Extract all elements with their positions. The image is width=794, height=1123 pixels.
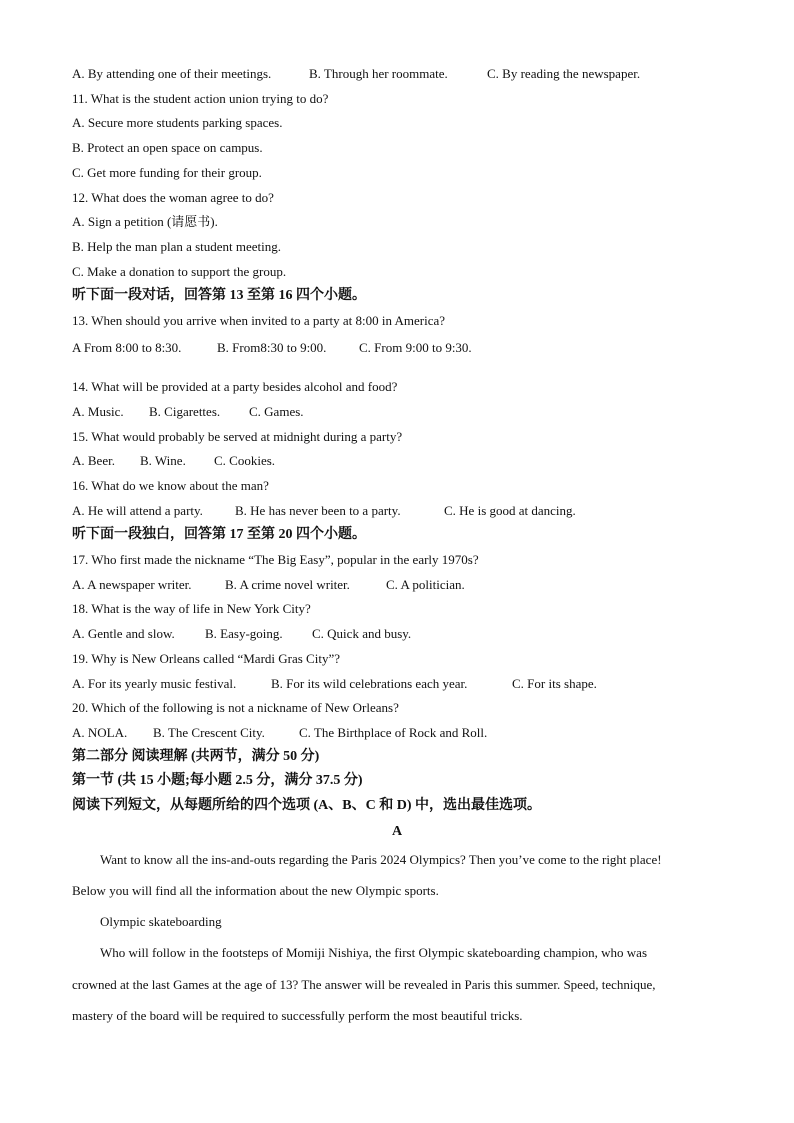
- q13-option-a: A From 8:00 to 8:30.: [72, 340, 182, 355]
- q10-option-a: A. By attending one of their meetings.: [72, 66, 272, 81]
- q13-option-c: C. From 9:00 to 9:30.: [359, 340, 472, 355]
- q12-stem: 12. What does the woman agree to do?: [72, 190, 274, 205]
- q14-option-c: C. Games.: [249, 404, 304, 419]
- q10-option-b: B. Through her roommate.: [309, 66, 448, 81]
- section-heading-17-20: 听下面一段独白，回答第 17 至第 20 四个小题。: [72, 527, 366, 542]
- q18-option-a: A. Gentle and slow.: [72, 626, 175, 641]
- q19-stem: 19. Why is New Orleans called “Mardi Gras City”?: [72, 651, 340, 666]
- part2-title: 第二部分 阅读理解 (共两节，满分 50 分): [72, 749, 320, 764]
- q19-option-c: C. For its shape.: [512, 676, 597, 691]
- q11-option-a: A. Secure more students parking spaces.: [72, 115, 283, 130]
- passage-subtitle: Olympic skateboarding: [100, 914, 222, 929]
- q11-option-c: C. Get more funding for their group.: [72, 165, 262, 180]
- q18-option-b: B. Easy-going.: [205, 626, 283, 641]
- q11-option-b: B. Protect an open space on campus.: [72, 140, 263, 155]
- q14-option-b: B. Cigarettes.: [149, 404, 221, 419]
- q20-stem: 20. Which of the following is not a nickname of New Orleans?: [72, 700, 399, 715]
- passage-p2-line2: crowned at the last Games at the age of 13? The answer will be revealed in Paris this summer. Speed, technique,: [72, 977, 656, 992]
- q16-option-a: A. He will attend a party.: [72, 503, 203, 518]
- q16-option-b: B. He has never been to a party.: [235, 503, 401, 518]
- q17-option-c: C. A politician.: [386, 577, 465, 592]
- q12-option-b: B. Help the man plan a student meeting.: [72, 239, 282, 254]
- q15-option-b: B. Wine.: [140, 453, 186, 468]
- q14-option-a: A. Music.: [72, 404, 124, 419]
- passage-p2-line1: Who will follow in the footsteps of Momiji Nishiya, the first Olympic skateboarding champion, who was: [100, 945, 648, 960]
- q17-option-a: A. A newspaper writer.: [72, 577, 192, 592]
- passage-p2-line3: mastery of the board will be required to successfully perform the most beautiful tricks.: [72, 1008, 523, 1023]
- q11-stem: 11. What is the student action union trying to do?: [72, 91, 329, 106]
- reading-instructions: 阅读下列短文，从每题所给的四个选项 (A、B、C 和 D) 中，选出最佳选项。: [72, 798, 541, 813]
- q14-stem: 14. What will be provided at a party besides alcohol and food?: [72, 379, 398, 394]
- q18-stem: 18. What is the way of life in New York City?: [72, 601, 311, 616]
- q13-stem: 13. When should you arrive when invited to a party at 8:00 in America?: [72, 313, 446, 328]
- q15-stem: 15. What would probably be served at midnight during a party?: [72, 429, 403, 444]
- q16-stem: 16. What do we know about the man?: [72, 478, 269, 493]
- passage-label: A: [391, 824, 403, 839]
- q19-option-b: B. For its wild celebrations each year.: [271, 676, 468, 691]
- q12-option-c: C. Make a donation to support the group.: [72, 264, 287, 279]
- section-heading-13-16: 听下面一段对话，回答第 13 至第 16 四个小题。: [72, 288, 366, 303]
- q15-option-a: A. Beer.: [72, 453, 115, 468]
- q13-option-b: B. From8:30 to 9:00.: [217, 340, 327, 355]
- passage-p1-line2: Below you will find all the information about the new Olympic sports.: [72, 883, 439, 898]
- q15-option-c: C. Cookies.: [214, 453, 276, 468]
- q18-option-c: C. Quick and busy.: [312, 626, 412, 641]
- q17-option-b: B. A crime novel writer.: [225, 577, 350, 592]
- q16-option-c: C. He is good at dancing.: [444, 503, 576, 518]
- q10-option-c: C. By reading the newspaper.: [487, 66, 641, 81]
- q12-option-a: A. Sign a petition (请愿书).: [72, 214, 218, 229]
- q20-option-a: A. NOLA.: [72, 725, 128, 740]
- q19-option-a: A. For its yearly music festival.: [72, 676, 237, 691]
- q17-stem: 17. Who first made the nickname “The Big Easy”, popular in the early 1970s?: [72, 552, 479, 567]
- q20-option-c: C. The Birthplace of Rock and Roll.: [299, 725, 488, 740]
- passage-p1-line1: Want to know all the ins-and-outs regarding the Paris 2024 Olympics? Then you’ve come to the right place!: [100, 852, 662, 867]
- q20-option-b: B. The Crescent City.: [153, 725, 265, 740]
- section1-title: 第一节 (共 15 小题;每小题 2.5 分，满分 37.5 分): [72, 773, 363, 788]
